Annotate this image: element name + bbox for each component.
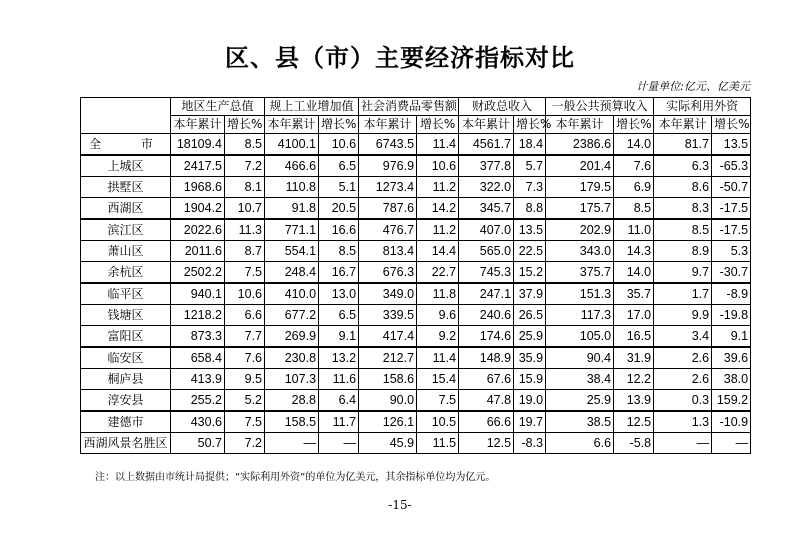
growth-rate-cell: 159.2: [712, 390, 751, 412]
cumulative-value-cell: 8.9: [654, 241, 712, 262]
growth-rate-cell: 13.5: [712, 134, 751, 156]
cumulative-value-cell: 230.8: [265, 347, 319, 369]
growth-rate-cell: 9.1: [319, 326, 359, 348]
region-name-cell: 余杭区: [81, 262, 171, 284]
table-row: [81, 241, 751, 262]
cumulative-value-cell: 90.4: [546, 347, 614, 369]
sub-header: 增长%: [319, 116, 359, 134]
cumulative-value-cell: 658.4: [171, 347, 225, 369]
table-body: [81, 134, 751, 454]
cumulative-value-cell: 38.5: [546, 411, 614, 433]
growth-rate-cell: 19.7: [514, 411, 546, 433]
growth-rate-cell: 16.5: [614, 326, 654, 348]
cumulative-value-cell: 339.5: [359, 305, 417, 326]
cumulative-value-cell: 677.2: [265, 305, 319, 326]
growth-rate-cell: 5.2: [225, 390, 265, 412]
growth-rate-cell: —: [319, 433, 359, 454]
cumulative-value-cell: 38.4: [546, 369, 614, 390]
growth-rate-cell: 35.7: [614, 283, 654, 305]
growth-rate-cell: 15.2: [514, 262, 546, 284]
growth-rate-cell: 10.6: [417, 155, 459, 177]
cumulative-value-cell: 240.6: [459, 305, 514, 326]
growth-rate-cell: 8.8: [514, 198, 546, 220]
region-name-cell: 滨江区: [81, 219, 171, 241]
cumulative-value-cell: 158.5: [265, 411, 319, 433]
cumulative-value-cell: 1968.6: [171, 177, 225, 198]
growth-rate-cell: 11.4: [417, 134, 459, 156]
region-name-cell: 萧山区: [81, 241, 171, 262]
growth-rate-cell: 13.5: [514, 219, 546, 241]
table-row: [81, 155, 751, 177]
region-name-cell: 西湖风景名胜区: [81, 433, 171, 454]
growth-rate-cell: 38.0: [712, 369, 751, 390]
region-name-cell: 上城区: [81, 155, 171, 177]
growth-rate-cell: -8.9: [712, 283, 751, 305]
growth-rate-cell: 11.7: [319, 411, 359, 433]
column-group-header: 实际利用外资: [654, 98, 751, 116]
cumulative-value-cell: 9.9: [654, 305, 712, 326]
growth-rate-cell: 8.5: [614, 198, 654, 220]
growth-rate-cell: 15.9: [514, 369, 546, 390]
header-group-row: [81, 98, 751, 116]
region-name-cell: 全 市: [81, 134, 171, 156]
cumulative-value-cell: 2417.5: [171, 155, 225, 177]
cumulative-value-cell: 90.0: [359, 390, 417, 412]
region-name-cell: 桐庐县: [81, 369, 171, 390]
cumulative-value-cell: 407.0: [459, 219, 514, 241]
cumulative-value-cell: 1218.2: [171, 305, 225, 326]
cumulative-value-cell: 2011.6: [171, 241, 225, 262]
cumulative-value-cell: 8.3: [654, 198, 712, 220]
cumulative-value-cell: 91.8: [265, 198, 319, 220]
cumulative-value-cell: 18109.4: [171, 134, 225, 156]
region-header-cell: [81, 98, 171, 134]
cumulative-value-cell: 117.3: [546, 305, 614, 326]
growth-rate-cell: -17.5: [712, 219, 751, 241]
growth-rate-cell: -65.3: [712, 155, 751, 177]
growth-rate-cell: 14.4: [417, 241, 459, 262]
table-row: [81, 262, 751, 284]
sub-header: 增长%: [614, 116, 654, 134]
growth-rate-cell: -5.8: [614, 433, 654, 454]
growth-rate-cell: 9.5: [225, 369, 265, 390]
region-name-cell: 淳安县: [81, 390, 171, 412]
table-row: [81, 347, 751, 369]
growth-rate-cell: -8.3: [514, 433, 546, 454]
growth-rate-cell: 8.5: [319, 241, 359, 262]
growth-rate-cell: 13.9: [614, 390, 654, 412]
growth-rate-cell: 37.9: [514, 283, 546, 305]
growth-rate-cell: 39.6: [712, 347, 751, 369]
cumulative-value-cell: 771.1: [265, 219, 319, 241]
growth-rate-cell: 20.5: [319, 198, 359, 220]
growth-rate-cell: -19.8: [712, 305, 751, 326]
cumulative-value-cell: 6.3: [654, 155, 712, 177]
table-row: [81, 326, 751, 348]
cumulative-value-cell: 179.5: [546, 177, 614, 198]
growth-rate-cell: 6.6: [225, 305, 265, 326]
cumulative-value-cell: 375.7: [546, 262, 614, 284]
cumulative-value-cell: 25.9: [546, 390, 614, 412]
page-title: 区、县（市）主要经济指标对比: [225, 44, 575, 72]
growth-rate-cell: -30.7: [712, 262, 751, 284]
sub-header: 增长%: [417, 116, 459, 134]
growth-rate-cell: 35.9: [514, 347, 546, 369]
cumulative-value-cell: 745.3: [459, 262, 514, 284]
growth-rate-cell: 14.3: [614, 241, 654, 262]
cumulative-value-cell: 2.6: [654, 347, 712, 369]
table-row-total: [81, 134, 751, 156]
cumulative-value-cell: 345.7: [459, 198, 514, 220]
growth-rate-cell: 11.2: [417, 177, 459, 198]
cumulative-value-cell: 343.0: [546, 241, 614, 262]
growth-rate-cell: 5.3: [712, 241, 751, 262]
column-group-header: 规上工业增加值: [265, 98, 359, 116]
cumulative-value-cell: 212.7: [359, 347, 417, 369]
cumulative-value-cell: 1273.4: [359, 177, 417, 198]
cumulative-value-cell: 201.4: [546, 155, 614, 177]
growth-rate-cell: 5.7: [514, 155, 546, 177]
cumulative-value-cell: 873.3: [171, 326, 225, 348]
growth-rate-cell: 16.6: [319, 219, 359, 241]
cumulative-value-cell: 255.2: [171, 390, 225, 412]
cumulative-value-cell: 813.4: [359, 241, 417, 262]
cumulative-value-cell: 413.9: [171, 369, 225, 390]
cumulative-value-cell: 410.0: [265, 283, 319, 305]
cumulative-value-cell: 28.8: [265, 390, 319, 412]
cumulative-value-cell: 67.6: [459, 369, 514, 390]
sub-header: 本年累计: [654, 116, 712, 134]
growth-rate-cell: 15.4: [417, 369, 459, 390]
growth-rate-cell: 25.9: [514, 326, 546, 348]
growth-rate-cell: 12.2: [614, 369, 654, 390]
growth-rate-cell: 9.2: [417, 326, 459, 348]
table-row: [81, 369, 751, 390]
sub-header: 本年累计: [171, 116, 225, 134]
growth-rate-cell: 10.5: [417, 411, 459, 433]
cumulative-value-cell: 787.6: [359, 198, 417, 220]
cumulative-value-cell: 247.1: [459, 283, 514, 305]
table-row: [81, 177, 751, 198]
sub-header: 本年累计: [359, 116, 417, 134]
cumulative-value-cell: 126.1: [359, 411, 417, 433]
cumulative-value-cell: 1904.2: [171, 198, 225, 220]
growth-rate-cell: 7.5: [225, 411, 265, 433]
growth-rate-cell: 7.2: [225, 433, 265, 454]
growth-rate-cell: 11.6: [319, 369, 359, 390]
growth-rate-cell: 26.5: [514, 305, 546, 326]
cumulative-value-cell: 466.6: [265, 155, 319, 177]
table-row: [81, 433, 751, 454]
growth-rate-cell: 10.6: [225, 283, 265, 305]
cumulative-value-cell: 976.9: [359, 155, 417, 177]
growth-rate-cell: 12.5: [614, 411, 654, 433]
growth-rate-cell: 14.0: [614, 134, 654, 156]
cumulative-value-cell: 151.3: [546, 283, 614, 305]
growth-rate-cell: 19.0: [514, 390, 546, 412]
growth-rate-cell: 8.7: [225, 241, 265, 262]
column-group-header: 财政总收入: [459, 98, 546, 116]
page-number: -15-: [388, 498, 412, 512]
economic-indicators-table: [80, 97, 751, 454]
sub-header: 增长%: [225, 116, 265, 134]
column-group-header: 一般公共预算收入: [546, 98, 654, 116]
cumulative-value-cell: 47.8: [459, 390, 514, 412]
cumulative-value-cell: 174.6: [459, 326, 514, 348]
cumulative-value-cell: 4100.1: [265, 134, 319, 156]
cumulative-value-cell: 50.7: [171, 433, 225, 454]
growth-rate-cell: 10.7: [225, 198, 265, 220]
region-name-cell: 富阳区: [81, 326, 171, 348]
growth-rate-cell: 6.9: [614, 177, 654, 198]
cumulative-value-cell: 322.0: [459, 177, 514, 198]
cumulative-value-cell: 8.5: [654, 219, 712, 241]
growth-rate-cell: 13.2: [319, 347, 359, 369]
region-name-cell: 临平区: [81, 283, 171, 305]
growth-rate-cell: 14.0: [614, 262, 654, 284]
growth-rate-cell: 17.0: [614, 305, 654, 326]
cumulative-value-cell: 269.9: [265, 326, 319, 348]
growth-rate-cell: 7.2: [225, 155, 265, 177]
growth-rate-cell: 7.5: [225, 262, 265, 284]
growth-rate-cell: 10.6: [319, 134, 359, 156]
growth-rate-cell: 7.6: [614, 155, 654, 177]
cumulative-value-cell: 2.6: [654, 369, 712, 390]
growth-rate-cell: 11.0: [614, 219, 654, 241]
cumulative-value-cell: 476.7: [359, 219, 417, 241]
growth-rate-cell: 11.5: [417, 433, 459, 454]
cumulative-value-cell: 107.3: [265, 369, 319, 390]
cumulative-value-cell: 676.3: [359, 262, 417, 284]
growth-rate-cell: 6.4: [319, 390, 359, 412]
region-name-cell: 临安区: [81, 347, 171, 369]
growth-rate-cell: 16.7: [319, 262, 359, 284]
cumulative-value-cell: 417.4: [359, 326, 417, 348]
table-row: [81, 411, 751, 433]
growth-rate-cell: 11.3: [225, 219, 265, 241]
growth-rate-cell: 22.7: [417, 262, 459, 284]
growth-rate-cell: 13.0: [319, 283, 359, 305]
cumulative-value-cell: 940.1: [171, 283, 225, 305]
sub-header: 增长%: [514, 116, 546, 134]
cumulative-value-cell: 1.3: [654, 411, 712, 433]
cumulative-value-cell: 349.0: [359, 283, 417, 305]
cumulative-value-cell: 105.0: [546, 326, 614, 348]
cumulative-value-cell: —: [265, 433, 319, 454]
cumulative-value-cell: 202.9: [546, 219, 614, 241]
region-name-cell: 钱塘区: [81, 305, 171, 326]
table-row: [81, 283, 751, 305]
growth-rate-cell: 14.2: [417, 198, 459, 220]
footnote: 注：以上数据由市统计局提供；“实际利用外资”的单位为亿美元，其余指标单位均为亿元。: [95, 472, 496, 483]
table-row: [81, 219, 751, 241]
growth-rate-cell: 6.5: [319, 305, 359, 326]
cumulative-value-cell: 2022.6: [171, 219, 225, 241]
cumulative-value-cell: 8.6: [654, 177, 712, 198]
growth-rate-cell: 18.4: [514, 134, 546, 156]
growth-rate-cell: 7.6: [225, 347, 265, 369]
growth-rate-cell: -17.5: [712, 198, 751, 220]
growth-rate-cell: 11.2: [417, 219, 459, 241]
growth-rate-cell: 5.1: [319, 177, 359, 198]
growth-rate-cell: 6.5: [319, 155, 359, 177]
table-row: [81, 198, 751, 220]
cumulative-value-cell: 3.4: [654, 326, 712, 348]
cumulative-value-cell: 81.7: [654, 134, 712, 156]
table-row: [81, 305, 751, 326]
region-name-cell: 拱墅区: [81, 177, 171, 198]
sub-header: 增长%: [712, 116, 751, 134]
cumulative-value-cell: 2386.6: [546, 134, 614, 156]
column-group-header: 地区生产总值: [171, 98, 265, 116]
growth-rate-cell: 7.7: [225, 326, 265, 348]
cumulative-value-cell: 248.4: [265, 262, 319, 284]
cumulative-value-cell: 430.6: [171, 411, 225, 433]
growth-rate-cell: 11.4: [417, 347, 459, 369]
cumulative-value-cell: 6743.5: [359, 134, 417, 156]
cumulative-value-cell: 1.7: [654, 283, 712, 305]
growth-rate-cell: 8.1: [225, 177, 265, 198]
region-name-cell: 建德市: [81, 411, 171, 433]
sub-header: 本年累计: [546, 116, 614, 134]
sub-header-row: [81, 116, 751, 134]
cumulative-value-cell: 66.6: [459, 411, 514, 433]
cumulative-value-cell: 148.9: [459, 347, 514, 369]
column-group-header: 社会消费品零售额: [359, 98, 459, 116]
growth-rate-cell: 7.5: [417, 390, 459, 412]
cumulative-value-cell: 175.7: [546, 198, 614, 220]
growth-rate-cell: 9.1: [712, 326, 751, 348]
growth-rate-cell: 22.5: [514, 241, 546, 262]
cumulative-value-cell: 158.6: [359, 369, 417, 390]
region-name-cell: 西湖区: [81, 198, 171, 220]
growth-rate-cell: 9.6: [417, 305, 459, 326]
cumulative-value-cell: —: [654, 433, 712, 454]
cumulative-value-cell: 2502.2: [171, 262, 225, 284]
cumulative-value-cell: 6.6: [546, 433, 614, 454]
growth-rate-cell: 8.5: [225, 134, 265, 156]
growth-rate-cell: -50.7: [712, 177, 751, 198]
cumulative-value-cell: 4561.7: [459, 134, 514, 156]
cumulative-value-cell: 377.8: [459, 155, 514, 177]
table-row: [81, 390, 751, 412]
cumulative-value-cell: 9.7: [654, 262, 712, 284]
sub-header: 本年累计: [459, 116, 514, 134]
cumulative-value-cell: 0.3: [654, 390, 712, 412]
cumulative-value-cell: 110.8: [265, 177, 319, 198]
growth-rate-cell: -10.9: [712, 411, 751, 433]
growth-rate-cell: —: [712, 433, 751, 454]
cumulative-value-cell: 45.9: [359, 433, 417, 454]
growth-rate-cell: 11.8: [417, 283, 459, 305]
growth-rate-cell: 7.3: [514, 177, 546, 198]
cumulative-value-cell: 554.1: [265, 241, 319, 262]
unit-label: 计量单位:亿元、亿美元: [636, 80, 750, 93]
growth-rate-cell: 31.9: [614, 347, 654, 369]
sub-header: 本年累计: [265, 116, 319, 134]
cumulative-value-cell: 12.5: [459, 433, 514, 454]
cumulative-value-cell: 565.0: [459, 241, 514, 262]
